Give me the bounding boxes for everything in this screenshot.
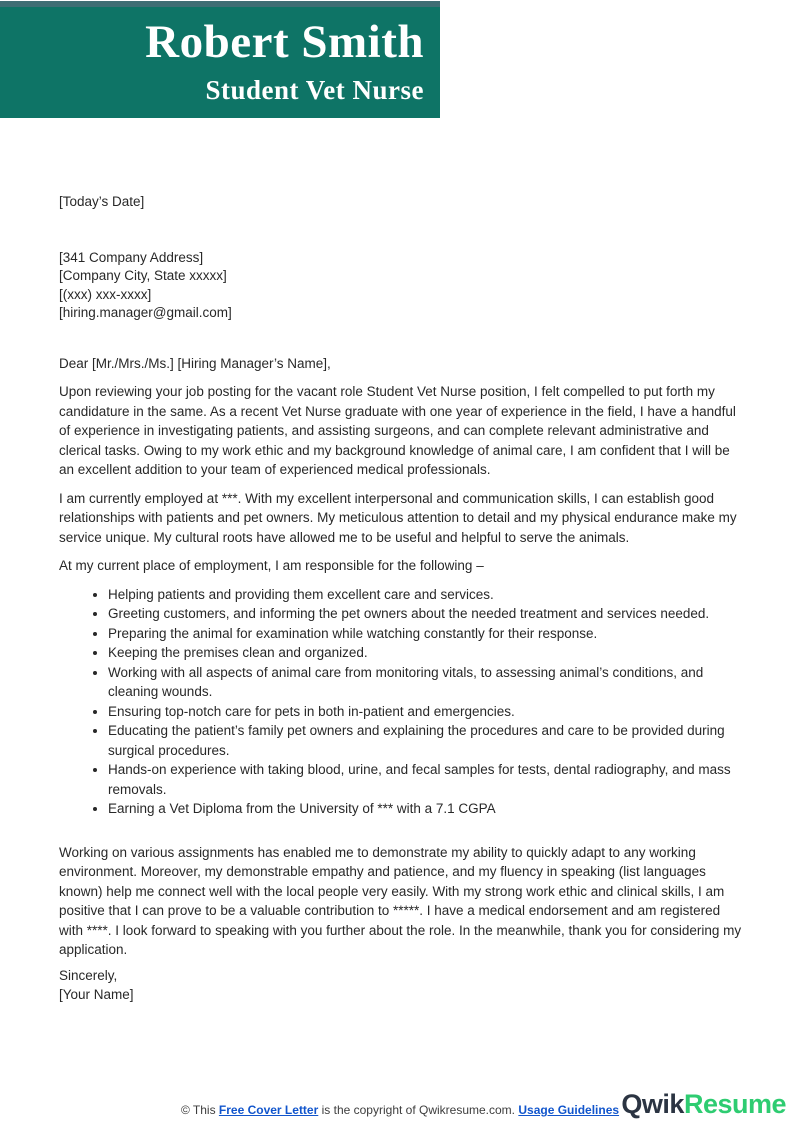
signature-placeholder: [Your Name] — [59, 987, 134, 1002]
paragraph-introduction: Upon reviewing your job posting for the vacant role Student Vet Nurse position, I felt compelled to put forth my candidature in the same. As a recent Vet Nurse graduate with one year of experience in the field, I have a handful of experience in investigating patients, and assisting surgeons, and can complete relevant administrative and clerical tasks. Owing to my work ethic and my background knowledge of animal care, I am confident that I will be an excellent addition to your team of experienced medical professionals. — [59, 384, 736, 477]
list-item: • Helping patients and providing them excellent care and services. — [108, 585, 743, 605]
recipient-address-block — [59, 249, 743, 323]
copyright-middle: is the copyright of Qwikresume.com. — [318, 1103, 519, 1117]
list-item: • Hands-on experience with taking blood, urine, and fecal samples for tests, dental radiography, and mass removals. — [108, 760, 743, 799]
list-item: • Educating the patient’s family pet owners and explaining the procedures and care to be provided during surgical procedures. — [108, 721, 743, 760]
paragraph-closing: Working on various assignments has enabled me to demonstrate my ability to quickly adapt to any working environment. Moreover, my demonstrable empathy and patience, and my fluency in speaking (list languages known) help me connect well with the local people very easily. With my strong work ethic and clinical skills, I am positive that I can prove to be a valuable contribution to *****. I have a medical endorsement and am registered with ****. I look forward to speaking with you further about the role. In the meanwhile, thank you for considering my application. — [59, 844, 742, 957]
list-item: • Earning a Vet Diploma from the University of *** with a 7.1 CGPA — [108, 799, 743, 819]
list-item: • Preparing the animal for examination while watching constantly for their response. — [108, 624, 743, 644]
header-banner — [0, 1, 440, 118]
list-item: • Working with all aspects of animal care from monitoring vitals, to assessing animal’s conditions, and cleaning wounds. — [108, 663, 743, 702]
address-line: [hiring.manager@gmail.com] — [59, 305, 232, 320]
page-footer — [0, 1089, 800, 1131]
list-item: • Greeting customers, and informing the pet owners about the needed treatment and services needed. — [108, 604, 743, 624]
salutation: Dear [Mr./Mrs./Ms.] [Hiring Manager’s Name], — [59, 355, 331, 371]
address-line: [(xxx) xxx-xxxx] — [59, 286, 152, 302]
paragraph-current-employment: I am currently employed at ***. With my excellent interpersonal and communication skills, I can establish good relationships with patients and pet owners. My meticulous attention to detail and my physical endurance make my service unique. My cultural roots have allowed me to be useful and helpful to serve the animals. — [59, 490, 737, 545]
applicant-name: Robert Smith — [145, 16, 424, 68]
logo-text-qwik: Qwik — [621, 1089, 684, 1119]
address-line: [Company City, State xxxxx] — [59, 268, 227, 283]
list-item: • Ensuring top-notch care for pets in both in-patient and emergencies. — [108, 702, 743, 722]
address-line: [341 Company Address] — [59, 249, 204, 265]
signoff-block — [59, 966, 743, 1005]
logo-text-resume: Resume — [683, 1089, 786, 1119]
date-placeholder: [Today’s Date] — [59, 194, 145, 209]
applicant-job-title: Student Vet Nurse — [205, 75, 424, 105]
letter-body — [59, 118, 743, 1005]
responsibilities-list — [59, 585, 743, 819]
qwikresume-logo — [621, 1089, 786, 1120]
list-item: • Keeping the premises clean and organized. — [108, 643, 743, 663]
copyright-prefix: © This — [180, 1103, 219, 1117]
usage-guidelines-link[interactable]: Usage Guidelines — [518, 1103, 620, 1117]
signoff: Sincerely, — [59, 967, 118, 983]
responsibilities-intro: At my current place of employment, I am responsible for the following – — [59, 558, 484, 573]
free-cover-letter-link[interactable]: Free Cover Letter — [218, 1103, 319, 1117]
